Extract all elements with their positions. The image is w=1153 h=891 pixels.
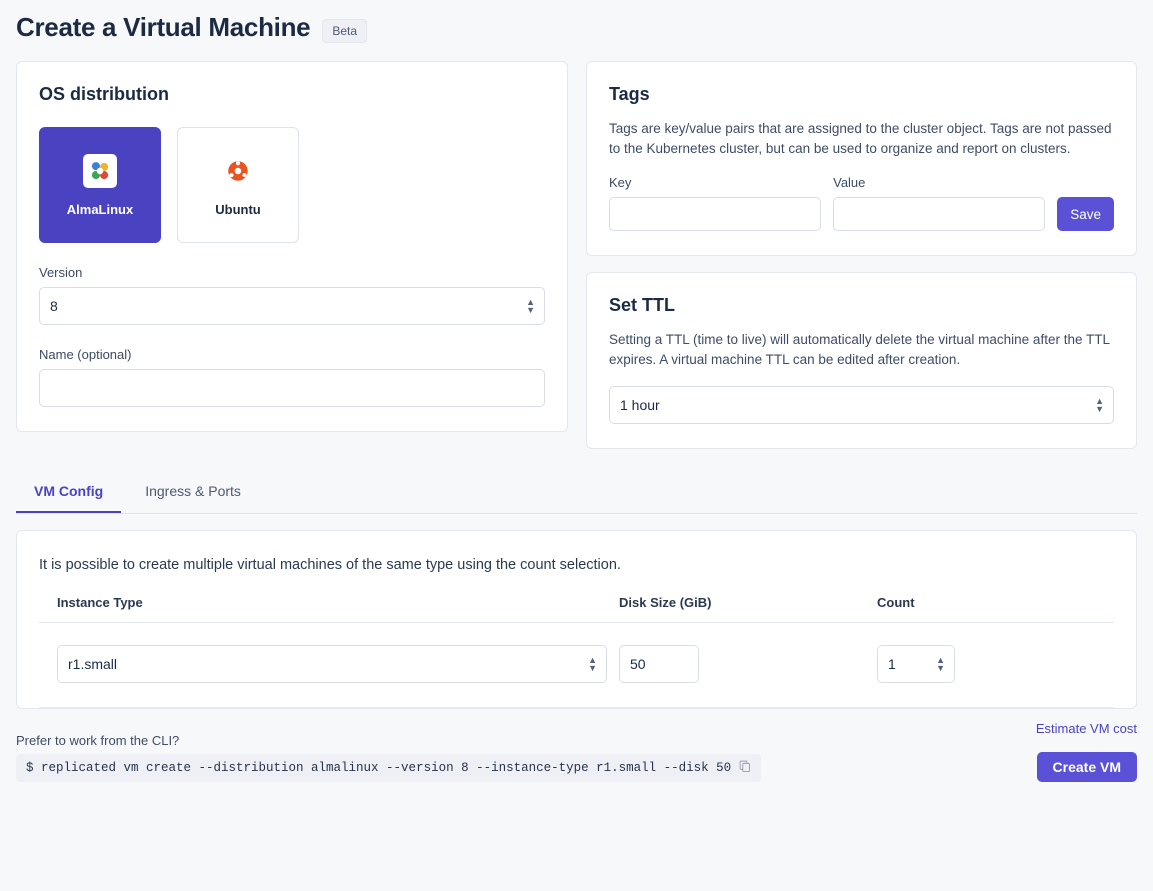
os-distribution-title: OS distribution — [39, 84, 169, 104]
page-footer — [0, 709, 1153, 794]
os-option-label: AlmaLinux — [66, 201, 134, 217]
tags-description: Tags are key/value pairs that are assigned to the cluster object. Tags are not passed to the Kubernetes cluster, but can be used to organize and report on clusters. — [609, 121, 1112, 156]
tag-value-label: Value — [833, 175, 866, 190]
version-select[interactable] — [39, 287, 545, 325]
beta-badge: Beta — [322, 19, 367, 43]
vm-config-note: It is possible to create multiple virtual machines of the same type using the count selection. — [39, 557, 621, 573]
version-label: Version — [39, 265, 83, 280]
config-tabs — [16, 469, 1137, 514]
tag-key-input[interactable] — [609, 197, 821, 231]
chevron-updown-icon: ▲ ▼ — [936, 655, 945, 673]
os-option-list — [39, 127, 545, 243]
vm-name-input[interactable] — [39, 369, 545, 407]
count-cell — [877, 623, 1114, 708]
cli-command-box[interactable] — [16, 754, 761, 782]
estimate-vm-cost-link[interactable]: Estimate VM cost — [1035, 721, 1137, 736]
count-select[interactable] — [877, 645, 955, 683]
cli-label: Prefer to work from the CLI? — [16, 733, 180, 748]
os-option-label: Ubuntu — [215, 201, 261, 217]
tab-ingress-ports[interactable]: Ingress & Ports — [145, 483, 241, 499]
vm-name-field — [39, 347, 545, 407]
tags-card — [586, 61, 1137, 256]
tag-key-field — [609, 175, 821, 231]
tag-key-label: Key — [609, 175, 632, 190]
top-section — [16, 61, 1137, 449]
tags-input-row — [609, 175, 1114, 231]
set-ttl-card — [586, 272, 1137, 449]
page-header — [16, 12, 1137, 43]
vm-config-table — [39, 595, 1114, 708]
tag-value-field — [833, 175, 1045, 231]
instance-type-select[interactable] — [57, 645, 607, 683]
ubuntu-logo-icon — [221, 154, 255, 188]
create-vm-button[interactable]: Create VM — [1037, 752, 1137, 782]
tags-title: Tags — [609, 84, 650, 104]
tab-vm-config[interactable]: VM Config — [16, 469, 121, 513]
os-option-ubuntu[interactable] — [177, 127, 299, 243]
ttl-select[interactable] — [609, 386, 1114, 424]
cli-section — [16, 733, 761, 782]
version-field — [39, 265, 545, 325]
instance-type-cell — [39, 623, 619, 708]
chevron-updown-icon: ▲ ▼ — [526, 297, 535, 315]
vm-config-card — [16, 530, 1137, 709]
vm-name-label: Name (optional) — [39, 347, 132, 362]
save-tag-button[interactable]: Save — [1057, 197, 1114, 231]
os-distribution-card — [16, 61, 568, 432]
chevron-updown-icon: ▲ ▼ — [588, 655, 597, 673]
right-column — [586, 61, 1137, 449]
almalinux-logo-icon — [83, 154, 117, 188]
set-ttl-title: Set TTL — [609, 295, 675, 315]
set-ttl-description: Setting a TTL (time to live) will automatically delete the virtual machine after the TTL expires. A virtual machine TTL can be edited after creation. — [609, 332, 1110, 367]
disk-size-cell — [619, 623, 877, 708]
table-row — [39, 623, 1114, 708]
cli-command-text: $ replicated vm create --distribution almalinux --version 8 --instance-type r1.small --disk 50 — [26, 761, 732, 775]
page-title: Create a Virtual Machine — [16, 12, 311, 42]
os-option-almalinux[interactable] — [39, 127, 161, 243]
disk-size-input[interactable] — [619, 645, 699, 683]
table-header-row — [39, 595, 1114, 623]
column-count: Count — [877, 595, 1114, 623]
column-disk-size: Disk Size (GiB) — [619, 595, 877, 623]
tag-value-input[interactable] — [833, 197, 1045, 231]
copy-icon[interactable] — [739, 760, 751, 776]
column-instance-type: Instance Type — [39, 595, 619, 623]
chevron-updown-icon: ▲ ▼ — [1095, 396, 1104, 414]
footer-actions — [1036, 721, 1137, 782]
